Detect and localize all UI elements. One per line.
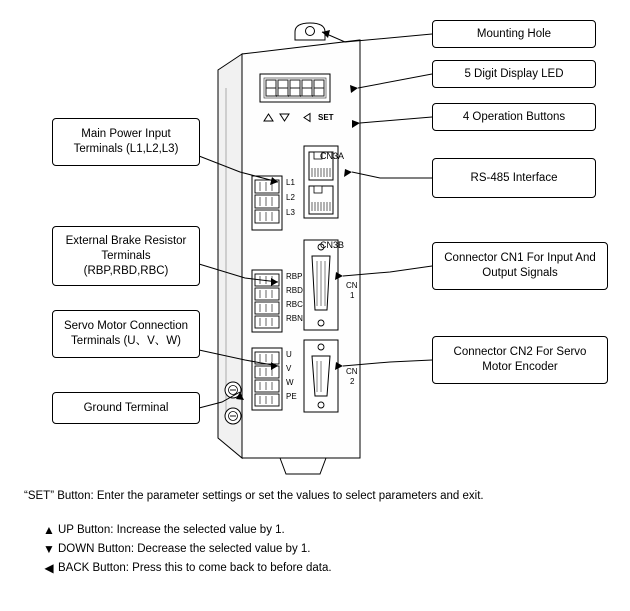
legend-item-down <box>40 541 600 557</box>
callout-ground-terminal: Ground Terminal <box>52 392 200 424</box>
legend-item-back <box>40 560 600 576</box>
callout-display-led: 5 Digit Display LED <box>432 60 596 88</box>
terminal-label-l1: L1 <box>286 178 295 187</box>
callout-cn2: Connector CN2 For Servo Motor Encoder <box>432 336 608 384</box>
legend-down-text: DOWN Button: Decrease the selected value by 1. <box>58 543 311 555</box>
set-button-note: “SET” Button: Enter the parameter settings or set the values to select parameters and exit. <box>24 490 484 502</box>
cn1-label-line1: CN <box>346 281 358 290</box>
legend-up-text: UP Button: Increase the selected value by 1. <box>58 524 285 536</box>
left-triangle-icon: ◀ <box>44 561 54 575</box>
callout-operation-buttons: 4 Operation Buttons <box>432 103 596 131</box>
down-triangle-icon: ▼ <box>43 542 55 556</box>
terminal-label-v: V <box>286 364 292 373</box>
terminal-label-rbd: RBD <box>286 286 303 295</box>
legend-back-text: BACK Button: Press this to come back to before data. <box>58 562 332 574</box>
callout-motor-connection-terminals: Servo Motor Connection Terminals (U、V、W) <box>52 310 200 358</box>
terminal-label-rbn: RBN <box>286 314 303 323</box>
callout-cn1: Connector CN1 For Input And Output Signals <box>432 242 608 290</box>
terminal-label-pe: PE <box>286 392 297 401</box>
terminal-label-w: W <box>286 378 294 387</box>
cn2-label-line2: 2 <box>350 377 355 386</box>
callout-rs485-interface: RS-485 Interface <box>432 158 596 198</box>
terminal-label-l3: L3 <box>286 208 295 217</box>
terminal-label-rbp: RBP <box>286 272 303 281</box>
terminal-label-u: U <box>286 350 292 359</box>
callout-main-power-terminals: Main Power Input Terminals (L1,L2,L3) <box>52 118 200 166</box>
legend-item-up <box>40 522 600 538</box>
cn3a-label: CN3A <box>320 151 345 161</box>
cn1-label-line2: 1 <box>350 291 355 300</box>
callout-mounting-hole: Mounting Hole <box>432 20 596 48</box>
cn3b-label: CN3B <box>320 240 345 250</box>
callout-brake-resistor-terminals: External Brake Resistor Terminals (RBP,RBD,RBC) <box>52 226 200 286</box>
button-legend <box>40 522 600 579</box>
cn2-label-line1: CN <box>346 367 358 376</box>
up-triangle-icon: ▲ <box>43 523 55 537</box>
terminal-label-rbc: RBC <box>286 300 303 309</box>
svg-text:SET: SET <box>318 113 334 122</box>
terminal-label-l2: L2 <box>286 193 295 202</box>
